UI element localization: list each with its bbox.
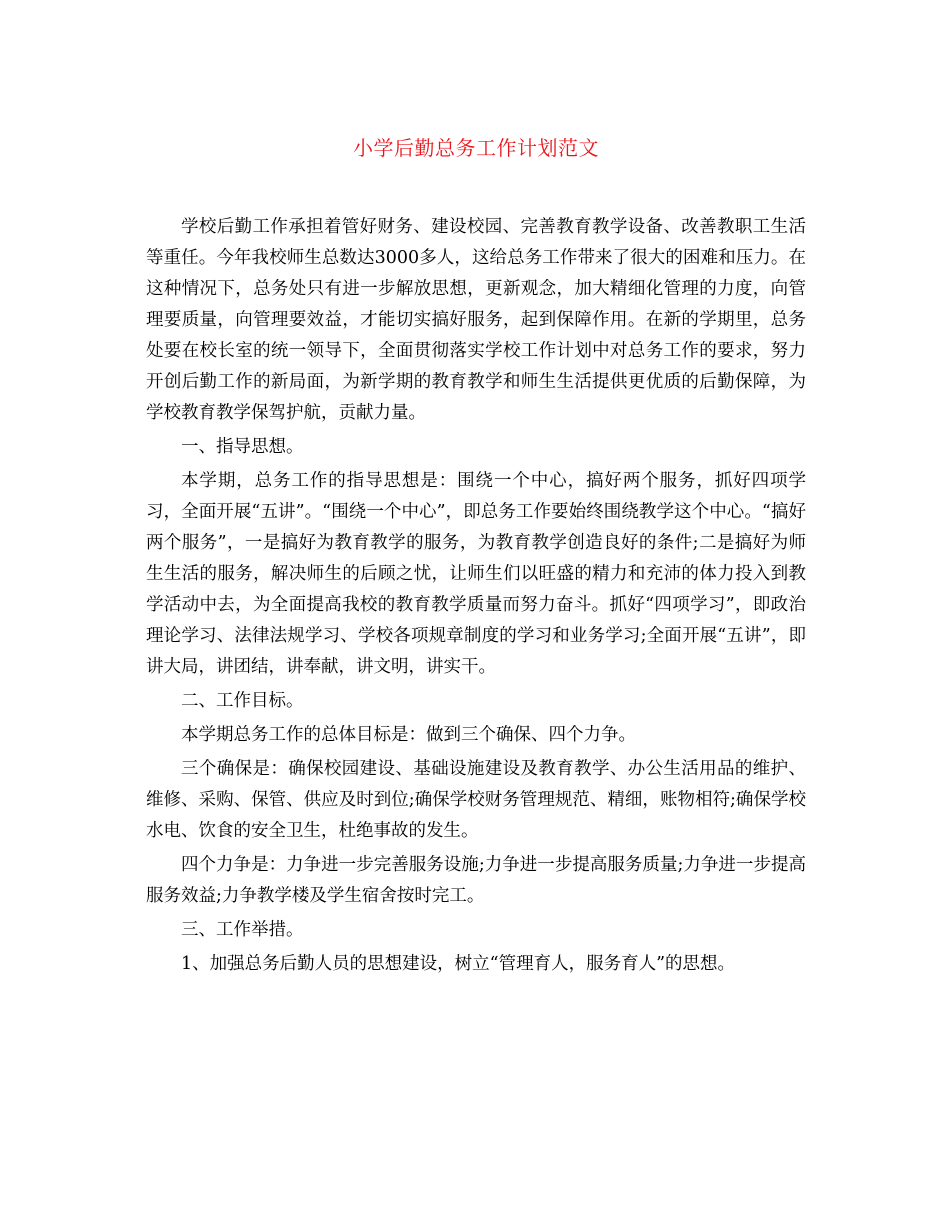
document-title: 小学后勤总务工作计划范文 (353, 136, 599, 160)
four-strivings-paragraph: 四个力争是：力争进一步完善服务设施;力争进一步提高服务质量;力争进一步提高服务效益;力争教学楼及学生宿舍按时完工。 (146, 855, 806, 906)
guiding-ideology-paragraph: 本学期，总务工作的指导思想是：围绕一个中心，搞好两个服务，抓好四项学习，全面开展“五讲”。“围绕一个中心”，即总务工作要始终围绕教学这个中心。“搞好两个服务”，一是搞好为教育教学的服务，为教育教学创造良好的条件;二是搞好为师生生活的服务，解决师生的后顾之忧，让师生们以旺盛的精力和充沛的体力投入到教学活动中去，为全面提高我校的教育教学质量而努力奋斗。抓好“四项学习”，即政治理论学习、法律法规学习、学校各项规章制度的学习和业务学习;全面开展“五讲”，即讲大局，讲团结，讲奉献，讲文明，讲实干。 (146, 471, 806, 677)
three-guarantees-paragraph: 三个确保是：确保校园建设、基础设施建设及教育教学、办公生活用品的维护、维修、采购、保管、供应及时到位;确保学校财务管理规范、精细，账物相符;确保学校水电、饮食的安全卫生，杜绝事故的发生。 (146, 759, 806, 841)
document-page (146, 128, 806, 980)
intro-paragraph: 学校后勤工作承担着管好财务、建设校园、完善教育教学设备、改善教职工生活等重任。今年我校师生总数达3000多人，这给总务工作带来了很大的困难和压力。在这种情况下，总务处只有进一步解放思想，更新观念，加大精细化管理的力度，向管理要质量，向管理要效益，才能切实搞好服务，起到保障作用。在新的学期里，总务处要在校长室的统一领导下，全面贯彻落实学校工作计划中对总务工作的要求，努力开创后勤工作的新局面，为新学期的教育教学和师生生活提供更优质的后勤保障，为学校教育教学保驾护航，贡献力量。 (146, 217, 806, 423)
measure-item-1: 1、加强总务后勤人员的思想建设，树立“管理育人，服务育人”的思想。 (181, 954, 736, 974)
overall-goal-paragraph: 本学期总务工作的总体目标是：做到三个确保、四个力争。 (181, 725, 636, 745)
section-heading-work-goals: 二、工作目标。 (181, 691, 304, 711)
section-heading-guiding-ideology: 一、指导思想。 (181, 437, 304, 457)
section-heading-work-measures: 三、工作举措。 (181, 920, 304, 940)
